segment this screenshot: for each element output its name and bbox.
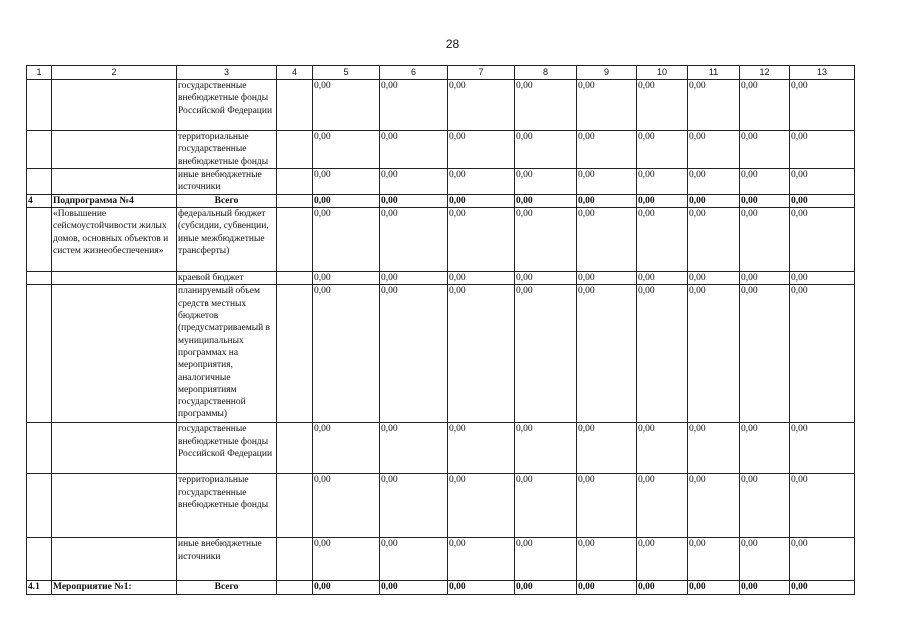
value-cell: 0,00 xyxy=(448,168,515,194)
value-cell: 0,00 xyxy=(380,474,448,538)
column-4-cell xyxy=(277,131,313,169)
value-cell: 0,00 xyxy=(313,474,380,538)
value-cell: 0,00 xyxy=(688,208,740,272)
value-cell: 0,00 xyxy=(637,131,688,169)
program-name-cell xyxy=(52,168,177,194)
funding-source-cell: государственные внебюджетные фонды Российской Федерации xyxy=(177,423,277,474)
funding-source-cell: территориальные государственные внебюджетные фонды xyxy=(177,474,277,538)
program-name-cell: Мероприятие №1: xyxy=(52,581,177,594)
value-cell: 0,00 xyxy=(515,272,577,285)
value-cell: 0,00 xyxy=(380,423,448,474)
funding-source-cell: территориальные государственные внебюджетные фонды xyxy=(177,131,277,169)
column-number-7: 7 xyxy=(448,66,515,80)
value-cell: 0,00 xyxy=(577,474,637,538)
table-row xyxy=(27,80,855,131)
value-cell: 0,00 xyxy=(448,285,515,423)
value-cell: 0,00 xyxy=(448,581,515,594)
value-cell: 0,00 xyxy=(515,194,577,207)
column-number-row xyxy=(27,66,855,80)
value-cell: 0,00 xyxy=(515,423,577,474)
value-cell: 0,00 xyxy=(688,272,740,285)
value-cell: 0,00 xyxy=(790,474,855,538)
row-number-cell xyxy=(27,272,52,285)
value-cell: 0,00 xyxy=(380,538,448,581)
funding-source-cell: планируемый объем средств местных бюджетов (предусматриваемый в муниципальных программах на мероприятия, аналогичные мероприятиям государственной программы) xyxy=(177,285,277,423)
value-cell: 0,00 xyxy=(448,272,515,285)
column-number-9: 9 xyxy=(577,66,637,80)
column-4-cell xyxy=(277,80,313,131)
value-cell: 0,00 xyxy=(515,538,577,581)
value-cell: 0,00 xyxy=(637,80,688,131)
value-cell: 0,00 xyxy=(515,285,577,423)
page-number: 28 xyxy=(445,37,460,51)
column-4-cell xyxy=(277,285,313,423)
program-name-cell: Подпрограмма №4 xyxy=(52,194,177,207)
column-number-10: 10 xyxy=(637,66,688,80)
table-row xyxy=(27,423,855,474)
value-cell: 0,00 xyxy=(380,285,448,423)
program-name-cell xyxy=(52,538,177,581)
program-name-cell xyxy=(52,272,177,285)
value-cell: 0,00 xyxy=(313,208,380,272)
value-cell: 0,00 xyxy=(515,168,577,194)
row-number-cell xyxy=(27,80,52,131)
column-number-1: 1 xyxy=(27,66,52,80)
value-cell: 0,00 xyxy=(515,80,577,131)
value-cell: 0,00 xyxy=(515,131,577,169)
value-cell: 0,00 xyxy=(790,131,855,169)
value-cell: 0,00 xyxy=(637,168,688,194)
column-4-cell xyxy=(277,168,313,194)
program-name-cell xyxy=(52,423,177,474)
value-cell: 0,00 xyxy=(448,131,515,169)
value-cell: 0,00 xyxy=(448,423,515,474)
value-cell: 0,00 xyxy=(637,272,688,285)
value-cell: 0,00 xyxy=(637,194,688,207)
column-number-8: 8 xyxy=(515,66,577,80)
value-cell: 0,00 xyxy=(380,194,448,207)
budget-table xyxy=(26,65,855,595)
value-cell: 0,00 xyxy=(740,423,790,474)
value-cell: 0,00 xyxy=(577,168,637,194)
value-cell: 0,00 xyxy=(637,423,688,474)
value-cell: 0,00 xyxy=(380,208,448,272)
column-number-6: 6 xyxy=(380,66,448,80)
table-row xyxy=(27,131,855,169)
funding-source-cell: краевой бюджет xyxy=(177,272,277,285)
program-name-cell xyxy=(52,285,177,423)
value-cell: 0,00 xyxy=(380,80,448,131)
table-row xyxy=(27,538,855,581)
value-cell: 0,00 xyxy=(790,208,855,272)
value-cell: 0,00 xyxy=(637,538,688,581)
program-name-cell: «Повышение сейсмоустойчивости жилых домов, основных объектов и систем жизнеобеспечения» xyxy=(52,208,177,272)
column-number-12: 12 xyxy=(740,66,790,80)
value-cell: 0,00 xyxy=(688,194,740,207)
value-cell: 0,00 xyxy=(380,168,448,194)
table-row xyxy=(27,581,855,594)
value-cell: 0,00 xyxy=(313,285,380,423)
value-cell: 0,00 xyxy=(313,423,380,474)
value-cell: 0,00 xyxy=(448,208,515,272)
value-cell: 0,00 xyxy=(380,581,448,594)
value-cell: 0,00 xyxy=(515,208,577,272)
value-cell: 0,00 xyxy=(637,208,688,272)
value-cell: 0,00 xyxy=(380,272,448,285)
value-cell: 0,00 xyxy=(313,538,380,581)
column-number-5: 5 xyxy=(313,66,380,80)
program-name-cell xyxy=(52,131,177,169)
funding-source-cell: иные внебюджетные источники xyxy=(177,168,277,194)
value-cell: 0,00 xyxy=(637,474,688,538)
value-cell: 0,00 xyxy=(688,474,740,538)
value-cell: 0,00 xyxy=(688,80,740,131)
value-cell: 0,00 xyxy=(740,80,790,131)
value-cell: 0,00 xyxy=(313,194,380,207)
value-cell: 0,00 xyxy=(740,131,790,169)
column-number-11: 11 xyxy=(688,66,740,80)
value-cell: 0,00 xyxy=(688,131,740,169)
value-cell: 0,00 xyxy=(688,538,740,581)
row-number-cell xyxy=(27,423,52,474)
funding-source-cell: Всего xyxy=(177,581,277,594)
value-cell: 0,00 xyxy=(577,272,637,285)
value-cell: 0,00 xyxy=(740,272,790,285)
table-row xyxy=(27,168,855,194)
table-row xyxy=(27,272,855,285)
value-cell: 0,00 xyxy=(740,538,790,581)
value-cell: 0,00 xyxy=(448,538,515,581)
value-cell: 0,00 xyxy=(577,423,637,474)
column-4-cell xyxy=(277,538,313,581)
value-cell: 0,00 xyxy=(313,131,380,169)
column-4-cell xyxy=(277,581,313,594)
column-4-cell xyxy=(277,474,313,538)
table-row xyxy=(27,208,855,272)
value-cell: 0,00 xyxy=(637,285,688,423)
value-cell: 0,00 xyxy=(688,285,740,423)
row-number-cell xyxy=(27,474,52,538)
column-4-cell xyxy=(277,194,313,207)
column-number-2: 2 xyxy=(52,66,177,80)
value-cell: 0,00 xyxy=(448,194,515,207)
funding-source-cell: государственные внебюджетные фонды Российской Федерации xyxy=(177,80,277,131)
value-cell: 0,00 xyxy=(740,474,790,538)
row-number-cell: 4 xyxy=(27,194,52,207)
value-cell: 0,00 xyxy=(740,285,790,423)
column-number-3: 3 xyxy=(177,66,277,80)
value-cell: 0,00 xyxy=(515,581,577,594)
row-number-cell xyxy=(27,168,52,194)
funding-source-cell: Всего xyxy=(177,194,277,207)
value-cell: 0,00 xyxy=(637,581,688,594)
value-cell: 0,00 xyxy=(790,272,855,285)
value-cell: 0,00 xyxy=(577,80,637,131)
value-cell: 0,00 xyxy=(448,474,515,538)
value-cell: 0,00 xyxy=(740,168,790,194)
row-number-cell xyxy=(27,131,52,169)
table-row xyxy=(27,194,855,207)
value-cell: 0,00 xyxy=(515,474,577,538)
value-cell: 0,00 xyxy=(740,581,790,594)
value-cell: 0,00 xyxy=(790,80,855,131)
funding-source-cell: иные внебюджетные источники xyxy=(177,538,277,581)
value-cell: 0,00 xyxy=(790,581,855,594)
value-cell: 0,00 xyxy=(790,538,855,581)
funding-source-cell: федеральный бюджет (субсидии, субвенции, иные межбюджетные трансферты) xyxy=(177,208,277,272)
value-cell: 0,00 xyxy=(313,581,380,594)
value-cell: 0,00 xyxy=(688,423,740,474)
table-body xyxy=(27,66,855,595)
program-name-cell xyxy=(52,80,177,131)
value-cell: 0,00 xyxy=(790,423,855,474)
value-cell: 0,00 xyxy=(380,131,448,169)
value-cell: 0,00 xyxy=(790,168,855,194)
value-cell: 0,00 xyxy=(577,131,637,169)
value-cell: 0,00 xyxy=(688,168,740,194)
value-cell: 0,00 xyxy=(577,285,637,423)
value-cell: 0,00 xyxy=(577,194,637,207)
value-cell: 0,00 xyxy=(688,581,740,594)
column-4-cell xyxy=(277,423,313,474)
row-number-cell xyxy=(27,285,52,423)
program-name-cell xyxy=(52,474,177,538)
value-cell: 0,00 xyxy=(448,80,515,131)
column-4-cell xyxy=(277,272,313,285)
row-number-cell: 4.1 xyxy=(27,581,52,594)
column-4-cell xyxy=(277,208,313,272)
value-cell: 0,00 xyxy=(577,208,637,272)
column-number-13: 13 xyxy=(790,66,855,80)
value-cell: 0,00 xyxy=(740,194,790,207)
value-cell: 0,00 xyxy=(740,208,790,272)
value-cell: 0,00 xyxy=(313,168,380,194)
value-cell: 0,00 xyxy=(313,272,380,285)
value-cell: 0,00 xyxy=(313,80,380,131)
value-cell: 0,00 xyxy=(790,285,855,423)
value-cell: 0,00 xyxy=(577,538,637,581)
value-cell: 0,00 xyxy=(790,194,855,207)
column-number-4: 4 xyxy=(277,66,313,80)
row-number-cell xyxy=(27,538,52,581)
row-number-cell xyxy=(27,208,52,272)
table-row xyxy=(27,285,855,423)
table-row xyxy=(27,474,855,538)
value-cell: 0,00 xyxy=(577,581,637,594)
